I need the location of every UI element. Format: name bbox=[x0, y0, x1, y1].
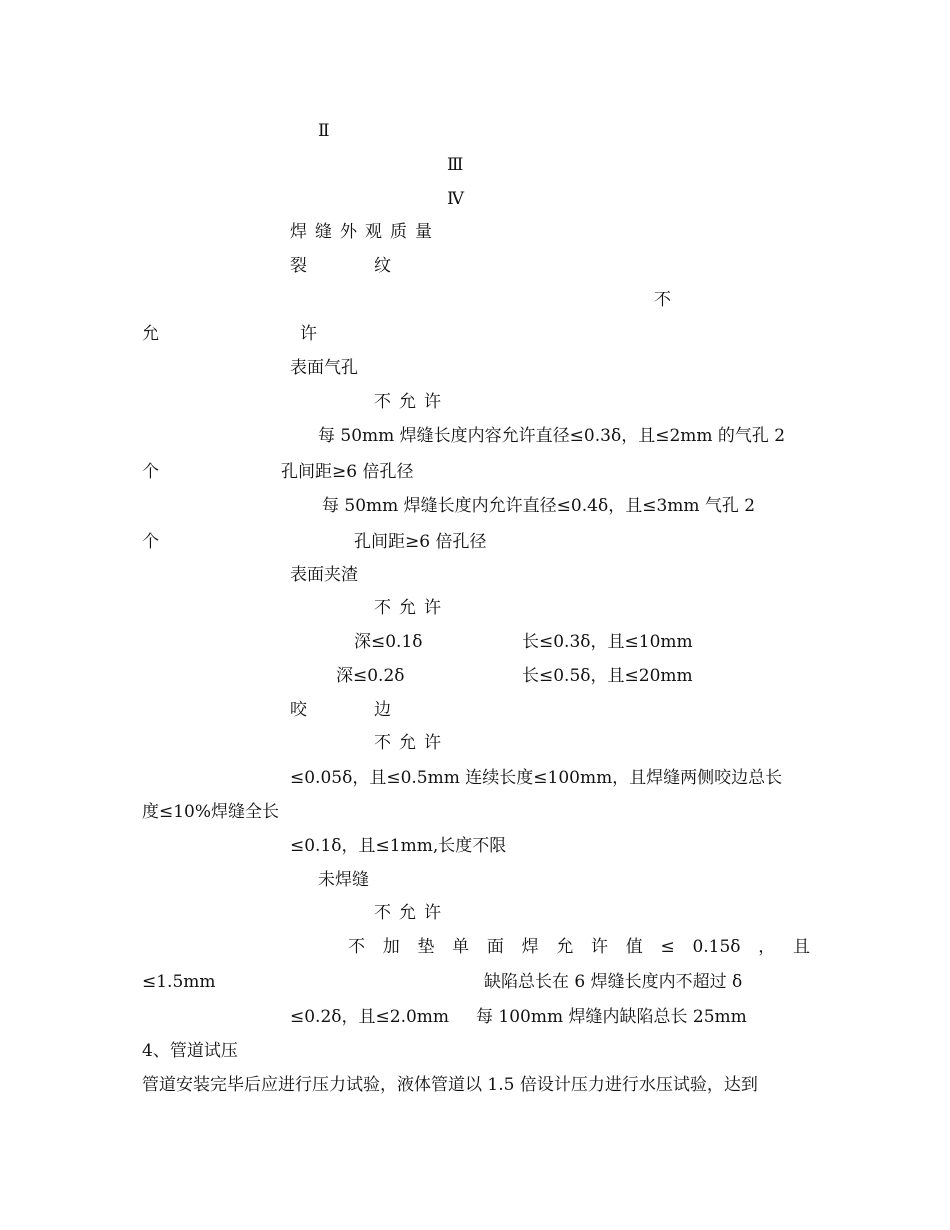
rule-word: 且 bbox=[792, 937, 810, 957]
porosity-rule-2: 每 50mm 焊缝长度内允许直径≤0.4δ，且≤3mm 气孔 2 bbox=[322, 496, 756, 516]
porosity-rule-1-cont-a: 个 bbox=[142, 462, 159, 482]
section-heading-pipe-pressure-test: 4、管道试压 bbox=[142, 1041, 238, 1061]
porosity-rule-2-cont-b: 孔间距≥6 倍孔径 bbox=[354, 532, 487, 552]
rule-word: ≤ bbox=[660, 937, 675, 957]
rule-word: 许 bbox=[591, 937, 609, 957]
unbacked-weld-rule bbox=[348, 936, 810, 958]
slag-length-2: 长≤0.5δ，且≤20mm bbox=[522, 666, 693, 686]
rule-word: 加 bbox=[382, 937, 400, 957]
grade-iii-label: Ⅲ bbox=[447, 155, 464, 175]
rule-word: 0.15δ bbox=[692, 937, 741, 957]
porosity-rule-1: 每 50mm 焊缝长度内容允许直径≤0.3δ，且≤2mm 的气孔 2 bbox=[318, 426, 786, 446]
grade-iv-label: Ⅳ bbox=[447, 189, 464, 209]
unbacked-weld-rule-2: ≤0.2δ，且≤2.0mm bbox=[290, 1007, 450, 1027]
porosity-rule-2-cont-a: 个 bbox=[142, 532, 159, 552]
porosity-not-allowed: 不允许 bbox=[374, 392, 449, 412]
rule-word: 面 bbox=[486, 937, 504, 957]
undercut-rule-1-cont: 度≤10%焊缝全长 bbox=[142, 802, 280, 822]
incomplete-weld-label: 未焊缝 bbox=[318, 870, 369, 890]
rule-word: 值 bbox=[625, 937, 643, 957]
surface-porosity-label: 表面气孔 bbox=[290, 358, 358, 378]
rule-word: ， bbox=[758, 937, 776, 957]
slag-depth-2: 深≤0.2δ bbox=[336, 666, 405, 686]
not-allowed-part3: 许 bbox=[300, 324, 317, 344]
unbacked-weld-rule-limit: ≤1.5mm bbox=[142, 972, 216, 992]
incomplete-weld-not-allowed: 不允许 bbox=[374, 903, 449, 923]
undercut-label-part2: 边 bbox=[374, 700, 391, 720]
not-allowed-part1: 不 bbox=[654, 290, 671, 310]
slag-depth-1: 深≤0.1δ bbox=[354, 632, 423, 652]
pipe-pressure-test-paragraph: 管道安装完毕后应进行压力试验，液体管道以 1.5 倍设计压力进行水压试验，达到 bbox=[142, 1075, 758, 1095]
defect-length-per-100mm: 每 100mm 焊缝内缺陷总长 25mm bbox=[476, 1007, 747, 1027]
rule-word: 焊 bbox=[521, 937, 539, 957]
rule-word: 单 bbox=[452, 937, 470, 957]
surface-slag-label: 表面夹渣 bbox=[290, 565, 358, 585]
weld-appearance-heading: 焊缝外观质量 bbox=[290, 222, 440, 242]
undercut-label-part1: 咬 bbox=[290, 700, 307, 720]
undercut-rule-2: ≤0.1δ，且≤1mm,长度不限 bbox=[290, 836, 507, 856]
defect-total-length-rule: 缺陷总长在 6 焊缝长度内不超过 δ bbox=[484, 972, 743, 992]
rule-word: 垫 bbox=[417, 937, 435, 957]
porosity-rule-1-cont-b: 孔间距≥6 倍孔径 bbox=[281, 462, 414, 482]
rule-word: 允 bbox=[556, 937, 574, 957]
crack-label-part1: 裂 bbox=[290, 256, 307, 276]
slag-not-allowed: 不允许 bbox=[374, 598, 449, 618]
undercut-not-allowed: 不允许 bbox=[374, 733, 449, 753]
not-allowed-part2: 允 bbox=[142, 324, 159, 344]
slag-length-1: 长≤0.3δ，且≤10mm bbox=[522, 632, 693, 652]
undercut-rule-1: ≤0.05δ，且≤0.5mm 连续长度≤100mm，且焊缝两侧咬边总长 bbox=[290, 768, 783, 788]
rule-word: 不 bbox=[348, 937, 365, 957]
grade-ii-label: Ⅱ bbox=[318, 121, 330, 141]
crack-label-part2: 纹 bbox=[374, 256, 391, 276]
